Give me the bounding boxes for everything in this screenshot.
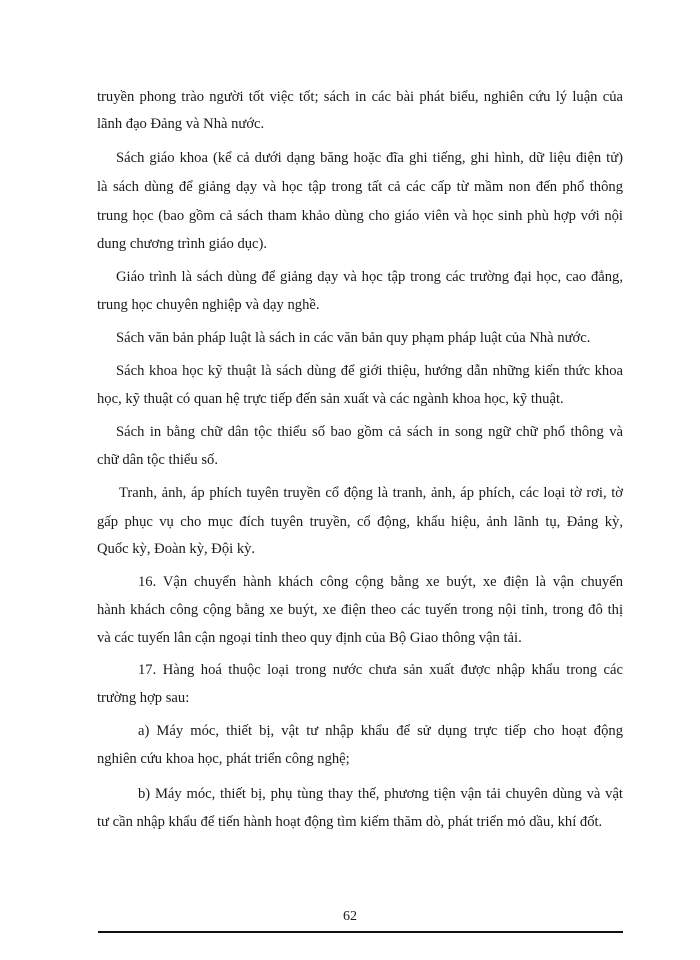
paragraph-line: tư cần nhập khẩu để tiến hành hoạt động tìm kiếm thăm dò, phát triển mỏ dầu, khí đốt. — [97, 814, 603, 830]
paragraph-line: truyền phong trào người tốt việc tốt; sách in các bài phát biểu, nghiên cứu lý luận của — [97, 89, 623, 105]
paragraph-line: dung chương trình giáo dục). — [97, 236, 268, 252]
paragraph-line: nghiên cứu khoa học, phát triển công nghệ; — [97, 751, 350, 767]
paragraph-line: chữ dân tộc thiểu số. — [97, 452, 218, 468]
paragraph-line: Sách khoa học kỹ thuật là sách dùng để giới thiệu, hướng dẫn những kiến thức khoa — [116, 363, 623, 379]
paragraph-line: là sách dùng để giảng dạy và học tập trong tất cả các cấp từ mầm non đến phổ thông — [97, 179, 623, 195]
paragraph-line: 17. Hàng hoá thuộc loại trong nước chưa sản xuất được nhập khẩu trong các — [138, 662, 623, 678]
paragraph-line: trung học chuyên nghiệp và dạy nghề. — [97, 297, 320, 313]
paragraph-line: trung học (bao gồm cả sách tham khảo dùng cho giáo viên và học sinh phù hợp với nội — [97, 208, 623, 224]
paragraph-line: gấp phục vụ cho mục đích tuyên truyền, cổ động, khẩu hiệu, ảnh lãnh tụ, Đảng kỳ, — [97, 514, 623, 530]
paragraph-line: 16. Vận chuyển hành khách công cộng bằng xe buýt, xe điện là vận chuyển — [138, 574, 623, 590]
paragraph-line: b) Máy móc, thiết bị, phụ tùng thay thế, phương tiện vận tải chuyên dùng và vật — [138, 786, 623, 802]
paragraph-line: lãnh đạo Đảng và Nhà nước. — [97, 116, 265, 132]
paragraph-line: Sách in bằng chữ dân tộc thiểu số bao gồm cả sách in song ngữ chữ phổ thông và — [116, 424, 623, 440]
paragraph-line: a) Máy móc, thiết bị, vật tư nhập khẩu để sử dụng trực tiếp cho hoạt động — [138, 723, 623, 739]
paragraph-line: hành khách công cộng bằng xe buýt, xe điện theo các tuyến trong nội tỉnh, trong đô thị — [97, 602, 623, 618]
paragraph-line: Tranh, ảnh, áp phích tuyên truyền cổ động là tranh, ảnh, áp phích, các loại tờ rơi, tờ — [119, 485, 623, 501]
paragraph-line: Sách giáo khoa (kể cả dưới dạng băng hoặc đĩa ghi tiếng, ghi hình, dữ liệu điện tử) — [116, 150, 623, 166]
page-number: 62 — [343, 909, 357, 924]
paragraph-line: trường hợp sau: — [97, 690, 190, 706]
paragraph-line: Giáo trình là sách dùng để giảng dạy và học tập trong các trường đại học, cao đẳng, — [116, 269, 623, 285]
footer-rule — [98, 931, 623, 933]
paragraph-line: và các tuyến lân cận ngoại tỉnh theo quy định của Bộ Giao thông vận tải. — [97, 630, 522, 646]
paragraph-line: Sách văn bản pháp luật là sách in các văn bản quy phạm pháp luật của Nhà nước. — [116, 330, 591, 346]
paragraph-line: học, kỹ thuật có quan hệ trực tiếp đến sản xuất và các ngành khoa học, kỹ thuật. — [97, 391, 564, 407]
paragraph-line: Quốc kỳ, Đoàn kỳ, Đội kỳ. — [97, 541, 256, 557]
